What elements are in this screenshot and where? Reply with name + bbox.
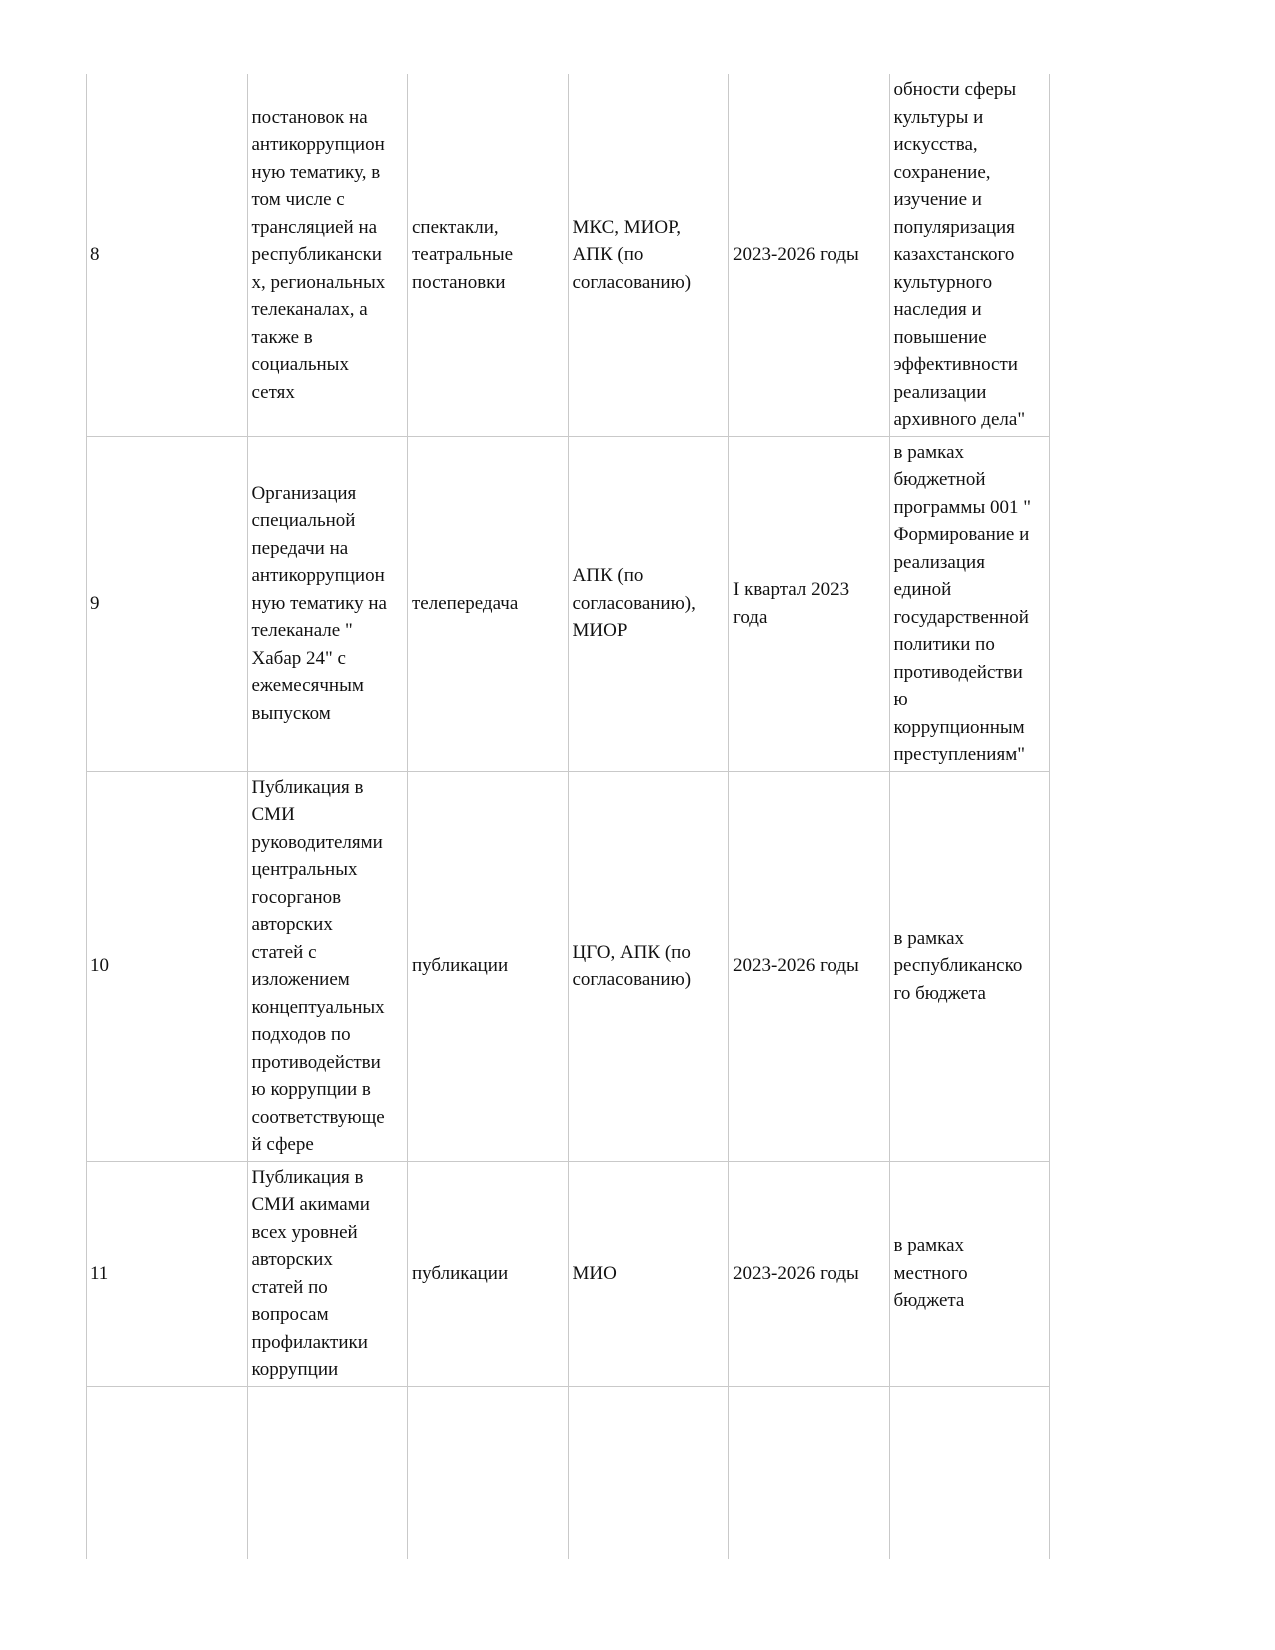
cell-text-line: МКС, МИОР,: [572, 216, 682, 238]
cell-text-line: 2023-2026 годы: [733, 244, 859, 265]
cell-text-line: года: [733, 606, 768, 628]
cell-text-line: ную тематику, в: [251, 161, 381, 183]
cell-text-line: трансляцией на: [251, 216, 378, 238]
cell-text-line: Хабар 24" с: [251, 647, 346, 669]
cell-text-line: передачи на: [251, 537, 349, 559]
cell-text-line: реализации: [893, 381, 987, 403]
table-row: [87, 1386, 1050, 1559]
cell-text-line: 2023-2026 годы: [733, 1262, 859, 1284]
deadline-cell: [729, 74, 890, 436]
cell-text-line: публикации: [412, 1262, 509, 1284]
cell-text-line: противодействи: [893, 661, 1023, 683]
table-body: [87, 74, 1050, 1559]
cell-text-line: культуры и: [893, 106, 984, 128]
cell-text-line: архивного дела": [893, 409, 1026, 430]
cell-text-line: х, региональных: [251, 271, 386, 293]
cell-text-line: телепередача: [412, 592, 519, 614]
cell-text-line: коррупционным: [893, 716, 1025, 738]
deadline-cell: [729, 1161, 890, 1386]
cell-text-line: изложением: [251, 969, 350, 990]
deadline-cell: [729, 436, 890, 771]
table-row: [87, 74, 1050, 436]
cell-text-line: республикански: [251, 244, 382, 265]
cell-text-line: согласованию),: [572, 592, 696, 614]
cell-text-line: социальных: [251, 354, 349, 375]
cell-text-line: государственной: [893, 606, 1029, 628]
cell-text-line: сетях: [251, 381, 295, 403]
cell-text-line: Организация: [251, 482, 357, 504]
row-number-cell: 10: [87, 771, 248, 1161]
responsible-cell: [568, 1161, 729, 1386]
responsible-cell: [568, 74, 729, 436]
cell-text-line: антикоррупцион: [251, 134, 385, 155]
cell-text-line: I квартал 2023: [733, 579, 850, 600]
cell-text-line: политики по: [893, 634, 995, 655]
table-row: [87, 1161, 1050, 1386]
cell-text-line: авторских: [251, 1249, 333, 1270]
cell-text-line: Публикация в: [251, 776, 364, 798]
cell-text-line: МИОР: [572, 620, 628, 642]
event-cell: [247, 771, 408, 1161]
cell-text-line: спектакли,: [412, 216, 499, 238]
cell-text-line: телеканалах, а: [251, 299, 368, 320]
cell-text-line: коррупции: [251, 1359, 339, 1380]
cell-text-line: АПК (по: [572, 244, 644, 265]
cell-text-line: преступлениям": [893, 744, 1025, 765]
cell-text-line: бюджета: [893, 1290, 965, 1312]
cell-text-line: в рамках: [893, 1235, 965, 1257]
cell-text-line: специальной: [251, 510, 356, 532]
event-cell: [247, 436, 408, 771]
cell-text-line: местного: [893, 1262, 968, 1284]
cell-text-line: МИО: [572, 1262, 617, 1284]
cell-text-line: наследия и: [893, 299, 982, 320]
cell-text-line: АПК (по: [572, 565, 644, 587]
responsible-cell: [568, 436, 729, 771]
cell-text-line: противодействи: [251, 1051, 381, 1073]
cell-text-line: ю коррупции в: [251, 1079, 371, 1100]
row-number-cell: 8: [87, 74, 248, 436]
cell-text-line: республиканско: [893, 955, 1023, 977]
row-number-cell: 9: [87, 436, 248, 771]
funding-source-cell: [889, 771, 1050, 1161]
cell-text-line: концептуальных: [251, 996, 385, 1018]
completion-form-cell: [408, 1161, 569, 1386]
cell-text-line: госорганов: [251, 886, 342, 908]
cell-text-line: также в: [251, 326, 313, 348]
cell-text-line: статей с: [251, 941, 317, 963]
table-row: [87, 771, 1050, 1161]
cell-text-line: подходов по: [251, 1024, 351, 1045]
cell-text-line: антикоррупцион: [251, 565, 385, 587]
cell-text-line: 2023-2026 годы: [733, 955, 859, 977]
cell-text-line: авторских: [251, 914, 333, 935]
funding-source-cell: [889, 74, 1050, 436]
cell-text-line: эффективности: [893, 354, 1018, 375]
cell-text-line: ную тематику на: [251, 592, 387, 614]
row-number-cell: [87, 1386, 248, 1559]
cell-text-line: культурного: [893, 271, 993, 293]
cell-text-line: Публикация в: [251, 1166, 364, 1188]
cell-text-line: искусства,: [893, 134, 978, 155]
cell-text-line: публикации: [412, 955, 509, 977]
row-number-cell: 11: [87, 1161, 248, 1386]
cell-text-line: всех уровней: [251, 1221, 358, 1243]
deadline-cell: [729, 771, 890, 1161]
cell-text-line: в рамках: [893, 441, 965, 463]
cell-text-line: го бюджета: [893, 982, 986, 1004]
cell-text-line: ЦГО, АПК (по: [572, 941, 691, 963]
cell-text-line: изучение и: [893, 189, 982, 210]
cell-text-line: статей по: [251, 1276, 328, 1298]
cell-text-line: популяризация: [893, 216, 1015, 238]
cell-text-line: постановки: [412, 271, 506, 293]
responsible-cell: [568, 771, 729, 1161]
cell-text-line: согласованию): [572, 271, 692, 293]
cell-text-line: единой: [893, 579, 952, 600]
cell-text-line: том числе с: [251, 189, 345, 210]
cell-text-line: телеканале ": [251, 620, 353, 642]
cell-text-line: театральные: [412, 244, 514, 265]
completion-form-cell: [408, 74, 569, 436]
cell-text-line: вопросам: [251, 1304, 329, 1325]
cell-text-line: согласованию): [572, 969, 692, 990]
cell-text-line: программы 001 ": [893, 496, 1031, 518]
cell-text-line: бюджетной: [893, 469, 986, 490]
cell-text-line: казахстанского: [893, 244, 1015, 265]
cell-text-line: й сфере: [251, 1134, 314, 1155]
cell-text-line: сохранение,: [893, 161, 991, 183]
measures-table: [86, 74, 1050, 1559]
cell-text-line: центральных: [251, 859, 358, 880]
completion-form-cell: [408, 436, 569, 771]
event-cell: [247, 74, 408, 436]
completion-form-cell: [408, 1386, 569, 1559]
deadline-cell: [729, 1386, 890, 1559]
funding-source-cell: [889, 1386, 1050, 1559]
cell-text-line: ю: [893, 689, 908, 710]
funding-source-cell: [889, 436, 1050, 771]
cell-text-line: профилактики: [251, 1331, 368, 1353]
table-row: [87, 436, 1050, 771]
cell-text-line: реализация: [893, 551, 985, 573]
cell-text-line: в рамках: [893, 927, 965, 949]
cell-text-line: обности сферы: [893, 79, 1017, 100]
cell-text-line: выпуском: [251, 702, 331, 724]
cell-text-line: постановок на: [251, 106, 368, 128]
cell-text-line: СМИ: [251, 804, 295, 825]
cell-text-line: соответствующе: [251, 1106, 385, 1128]
event-cell: [247, 1161, 408, 1386]
cell-text-line: руководителями: [251, 831, 383, 853]
responsible-cell: [568, 1386, 729, 1559]
cell-text-line: Формирование и: [893, 524, 1030, 545]
cell-text-line: СМИ акимами: [251, 1194, 370, 1215]
event-cell: [247, 1386, 408, 1559]
completion-form-cell: [408, 771, 569, 1161]
funding-source-cell: [889, 1161, 1050, 1386]
cell-text-line: повышение: [893, 326, 987, 348]
cell-text-line: ежемесячным: [251, 675, 364, 697]
